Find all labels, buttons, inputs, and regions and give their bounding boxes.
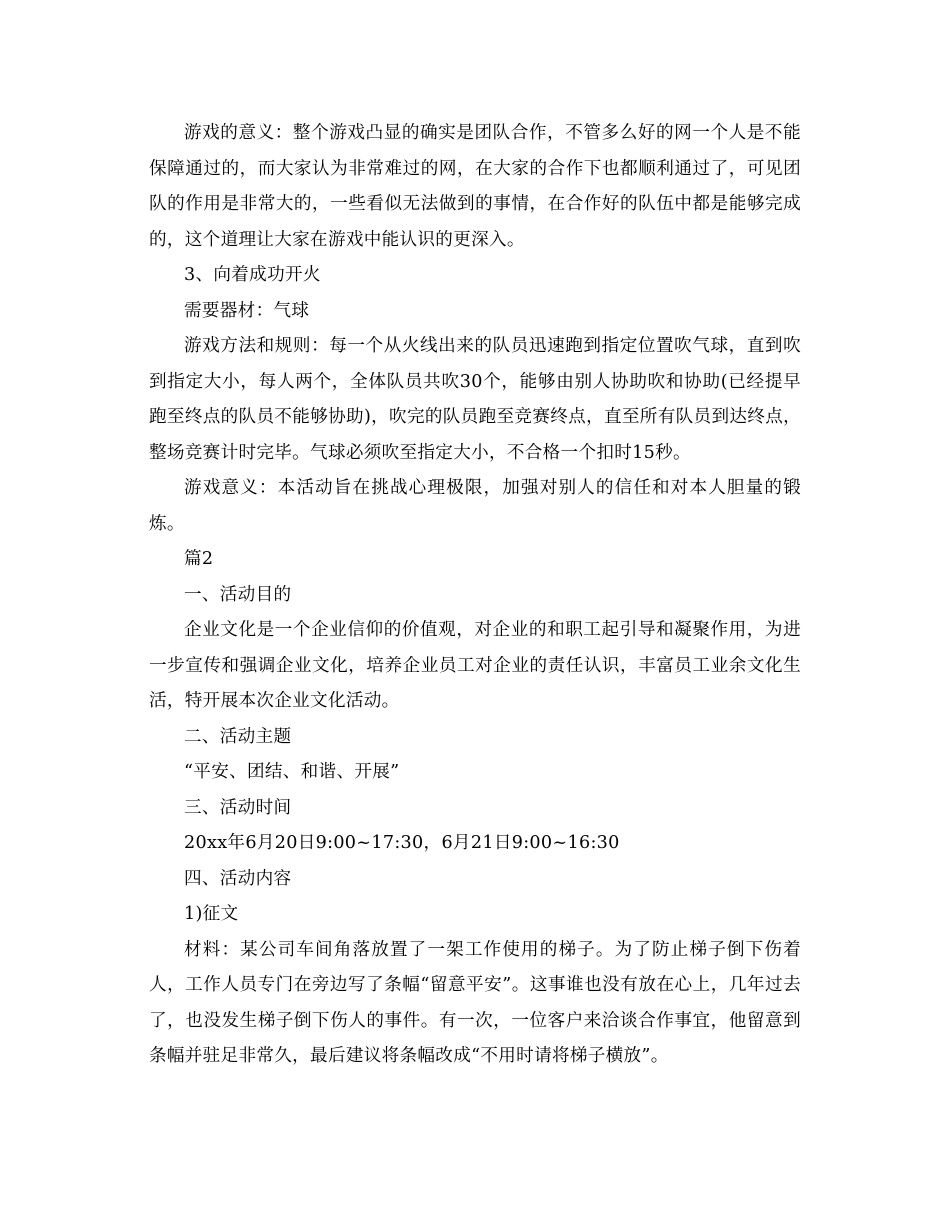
- heading-section-3: 3、向着成功开火: [184, 265, 321, 285]
- paragraph-corporate-culture: 企业文化是一个企业信仰的价值观，对企业的和职工起引导和凝聚作用，为进一步宣传和强调企业文化，培养企业员工对企业的责任认识，丰富员工业余文化生活，特开展本次企业文化活动。: [149, 620, 801, 711]
- paragraph-game-rules: 游戏方法和规则：每一个从火线出来的队员迅速跑到指定位置吹气球，直到吹到指定大小，每人两个，全体队员共吹30个，能够由别人协助吹和协助(已经提早跑至终点的队员不能够协助)，吹完的队员跑至竞赛终点，直至所有队员到达终点，整场竞赛计时完毕。气球必须吹至指定大小，不合格一个扣时15秒。: [149, 336, 801, 463]
- paragraph-material: 材料：某公司车间角落放置了一架工作使用的梯子。为了防止梯子倒下伤着人，工作人员专门在旁边写了条幅“留意平安”。这事谁也没有放在心上，几年过去了，也没发生梯子倒下伤人的事件。有一次，一位客户来洽谈合作事宜，他留意到条幅并驻足非常久，最后建议将条幅改成“不用时请将梯子横放”。: [149, 939, 801, 1066]
- paragraph-time-text: 20xx年6月20日9:00~17:30，6月21日9:00~16:30: [184, 833, 620, 853]
- paragraph-game-meaning: 游戏的意义：整个游戏凸显的确实是团队合作，不管多么好的网一个人是不能保障通过的，而大家认为非常难过的网，在大家的合作下也都顺利通过了，可见团队的作用是非常大的，一些看似无法做到的事情，在合作好的队伍中都是能够完成的，这个道理让大家在游戏中能认识的更深入。: [149, 123, 801, 250]
- heading-part-2: 篇2: [184, 549, 214, 569]
- heading-activity-theme: 二、活动主题: [184, 726, 292, 747]
- heading-essay: 1)征文: [184, 904, 239, 924]
- heading-activity-purpose: 一、活动目的: [184, 584, 292, 605]
- paragraph-theme-text: “平安、团结、和谐、开展”: [184, 762, 400, 782]
- heading-activity-time: 三、活动时间: [184, 797, 292, 818]
- document-page: [149, 116, 801, 1075]
- heading-activity-content: 四、活动内容: [184, 868, 292, 889]
- paragraph-equipment: 需要器材：气球: [184, 300, 310, 321]
- paragraph-game-significance: 游戏意义：本活动旨在挑战心理极限，加强对别人的信任和对本人胆量的锻炼。: [149, 478, 801, 534]
